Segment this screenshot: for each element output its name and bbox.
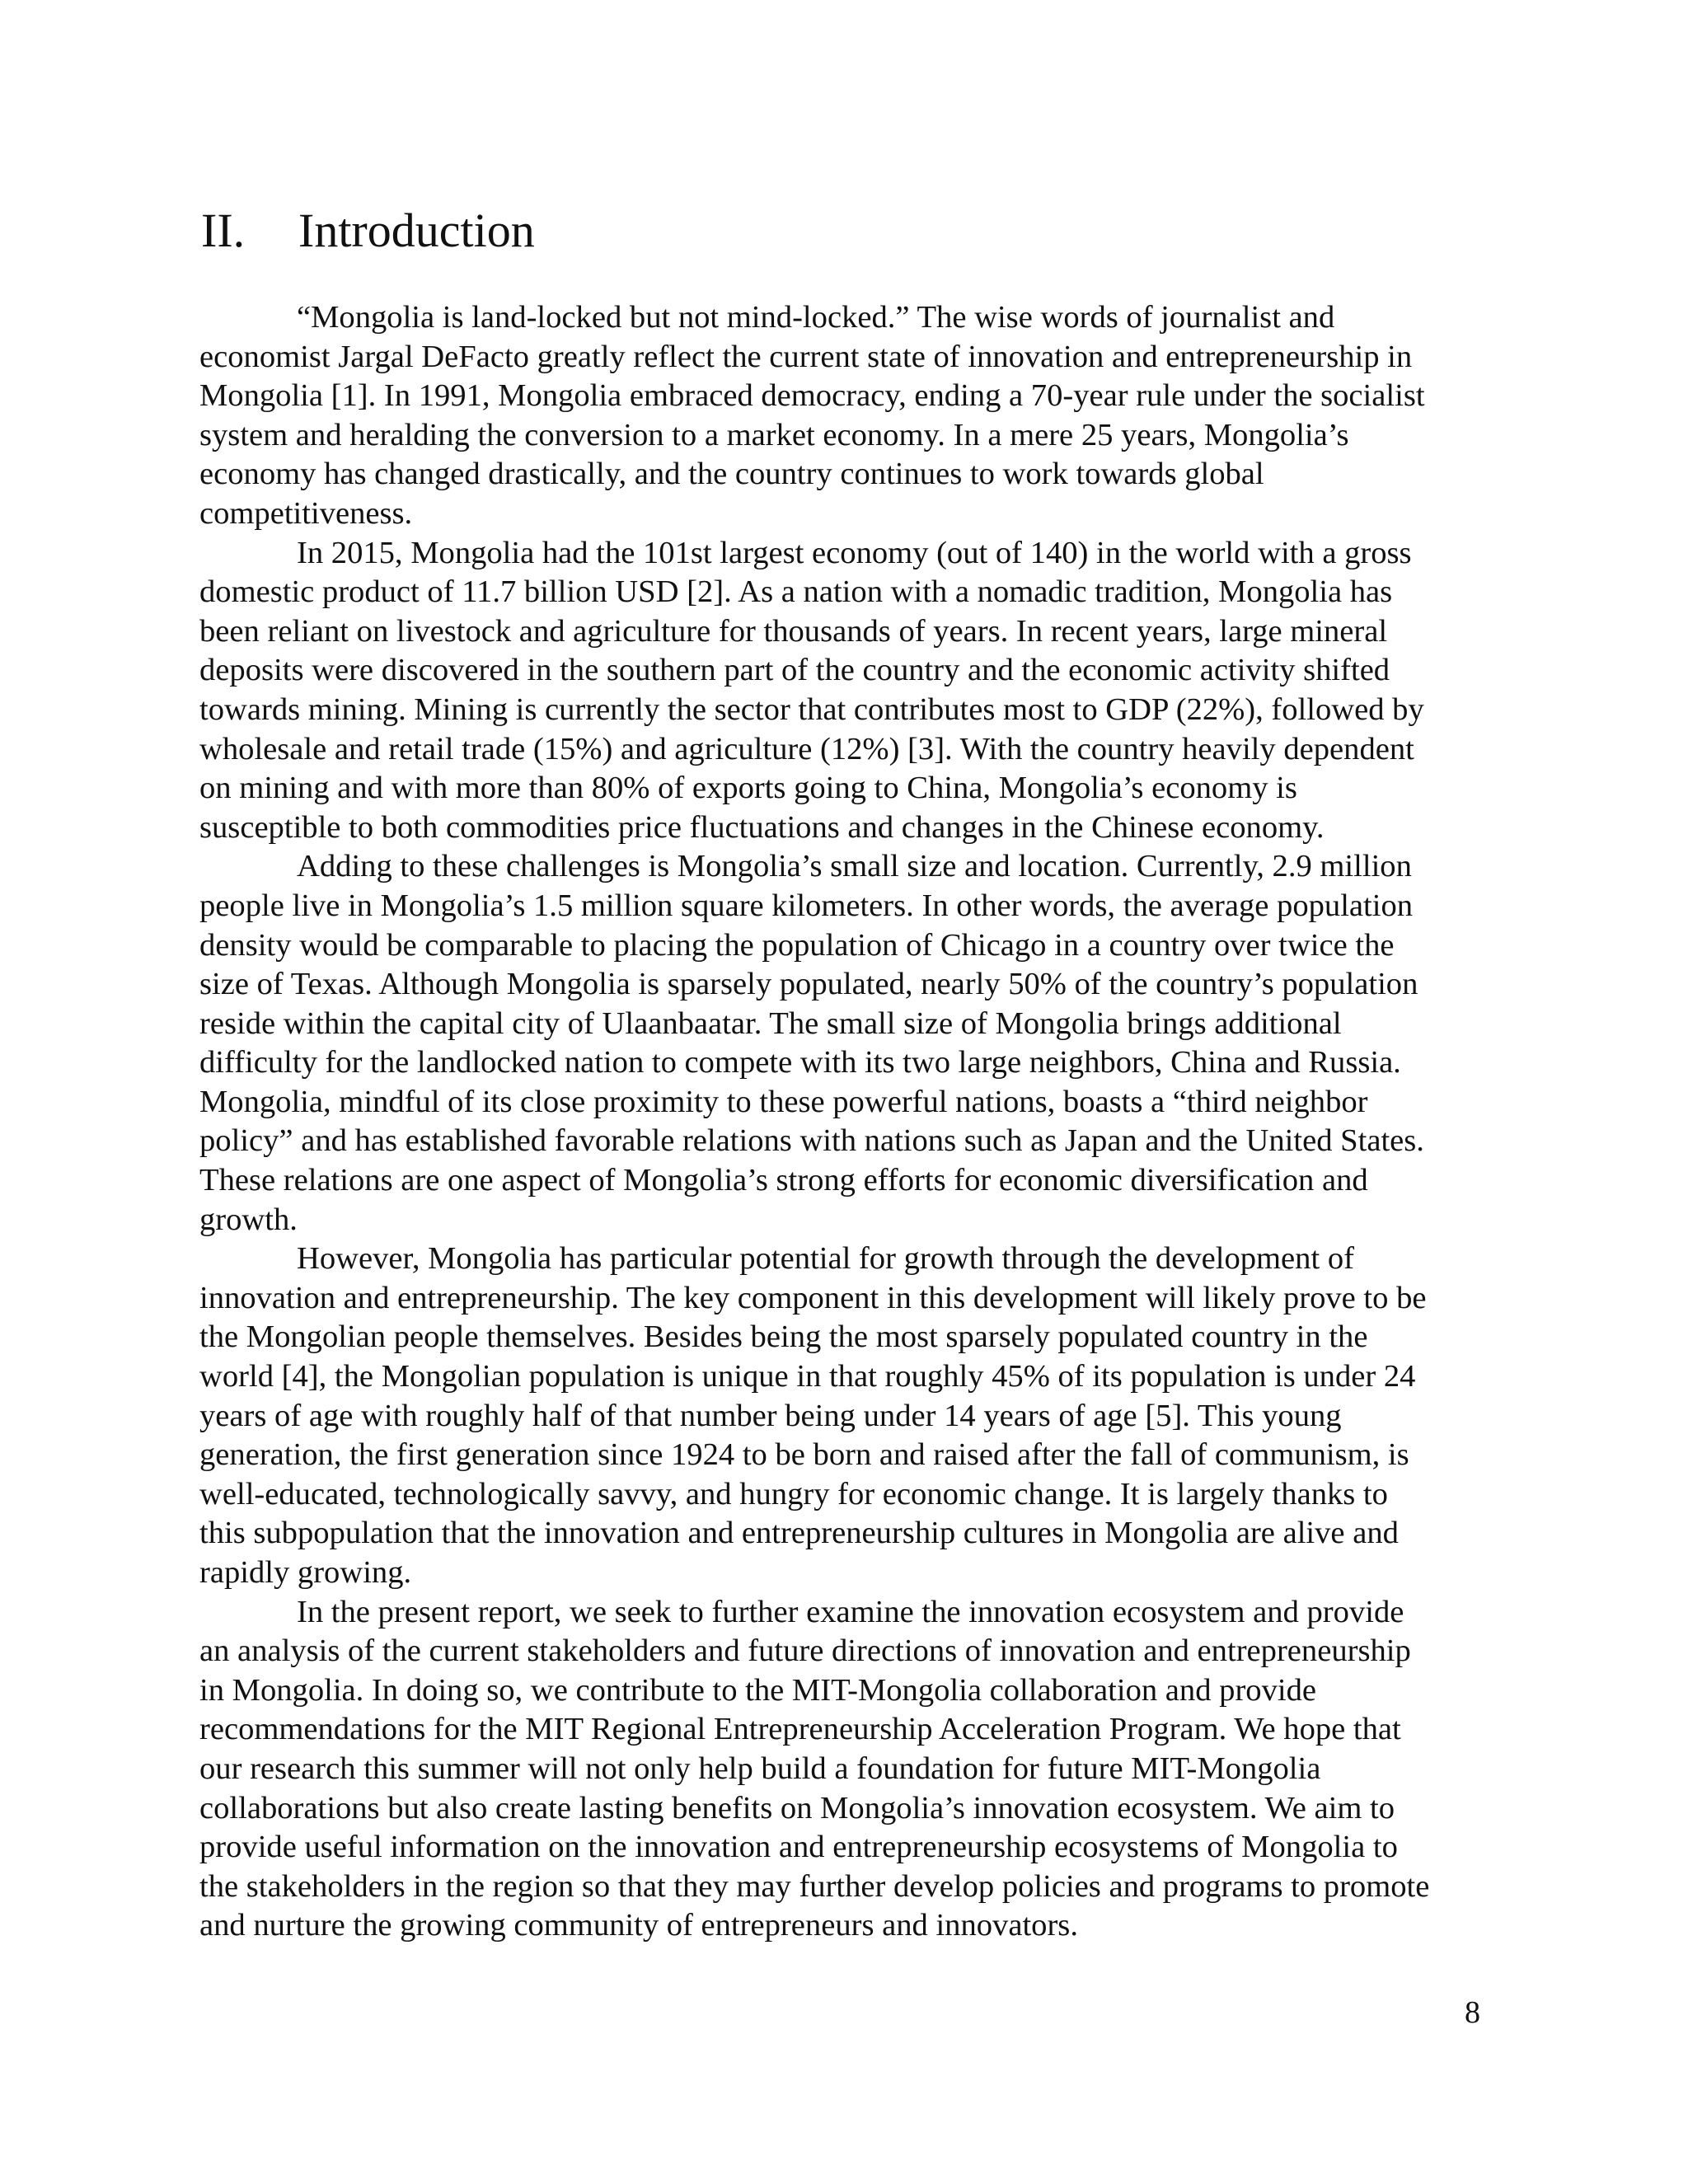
- paragraph-4: However, Mongolia has particular potential for growth through the development of innovation and entrepreneurship. The key component in this development will likely prove to be the Mongolian people themselves. Besides being the most sparsely populated country in the world [4], the Mongolian population is unique in that roughly 45% of its population is under 24 years of age with roughly half of that number being under 14 years of age [5]. This young generation, the first generation since 1924 to be born and raised after the fall of communism, is well-educated, technologically savvy, and hungry for economic change. It is largely thanks to this subpopulation that the innovation and entrepreneurship cultures in Mongolia are alive and rapidly growing.: [199, 1241, 1427, 1590]
- section-number: II.: [201, 204, 246, 257]
- section-title: Introduction: [298, 204, 535, 257]
- body-text: [199, 298, 1502, 1946]
- paragraph-5: In the present report, we seek to further examine the innovation ecosystem and provide an analysis of the current stakeholders and future directions of innovation and entrepreneurship in Mongolia. In doing so, we contribute to the MIT-Mongolia collaboration and provide recommendations for the MIT Regional Entrepreneurship Acceleration Program. We hope that our research this summer will not only help build a foundation for future MIT-Mongolia collaborations but also create lasting benefits on Mongolia’s innovation ecosystem. We aim to provide useful information on the innovation and entrepreneurship ecosystems of Mongolia to the stakeholders in the region so that they may further develop policies and programs to promote and nurture the growing community of entrepreneurs and innovators.: [199, 1594, 1430, 1943]
- paragraph-1: “Mongolia is land-locked but not mind-locked.” The wise words of journalist and economist Jargal DeFacto greatly reflect the current state of innovation and entrepreneurship in Mongolia [1]. In 1991, Mongolia embraced democracy, ending a 70-year rule under the socialist system and heralding the conversion to a market economy. In a mere 25 years, Mongolia’s economy has changed drastically, and the country continues to work towards global competitiveness.: [199, 300, 1425, 531]
- paragraph-2: In 2015, Mongolia had the 101st largest economy (out of 140) in the world with a gross domestic product of 11.7 billion USD [2]. As a nation with a nomadic tradition, Mongolia has been reliant on livestock and agriculture for thousands of years. In recent years, large mineral deposits were discovered in the southern part of the country and the economic activity shifted towards mining. Mining is currently the sector that contributes most to GDP (22%), followed by wholesale and retail trade (15%) and agriculture (12%) [3]. With the country heavily dependent on mining and with more than 80% of exports going to China, Mongolia’s economy is susceptible to both commodities price fluctuations and changes in the Chinese economy.: [199, 535, 1424, 845]
- page-number: 8: [1465, 1995, 1480, 2030]
- paragraph-3: Adding to these challenges is Mongolia’s small size and location. Currently, 2.9 million people live in Mongolia’s 1.5 million square kilometers. In other words, the average population density would be comparable to placing the population of Chicago in a country over twice the size of Texas. Although Mongolia is sparsely populated, nearly 50% of the country’s population reside within the capital city of Ulaanbaatar. The small size of Mongolia brings additional difficulty for the landlocked nation to compete with its two large neighbors, China and Russia. Mongolia, mindful of its close proximity to these powerful nations, boasts a “third neighbor policy” and has established favorable relations with nations such as Japan and the United States. These relations are one aspect of Mongolia’s strong efforts for economic diversification and growth.: [199, 849, 1424, 1237]
- section-heading: [201, 198, 535, 264]
